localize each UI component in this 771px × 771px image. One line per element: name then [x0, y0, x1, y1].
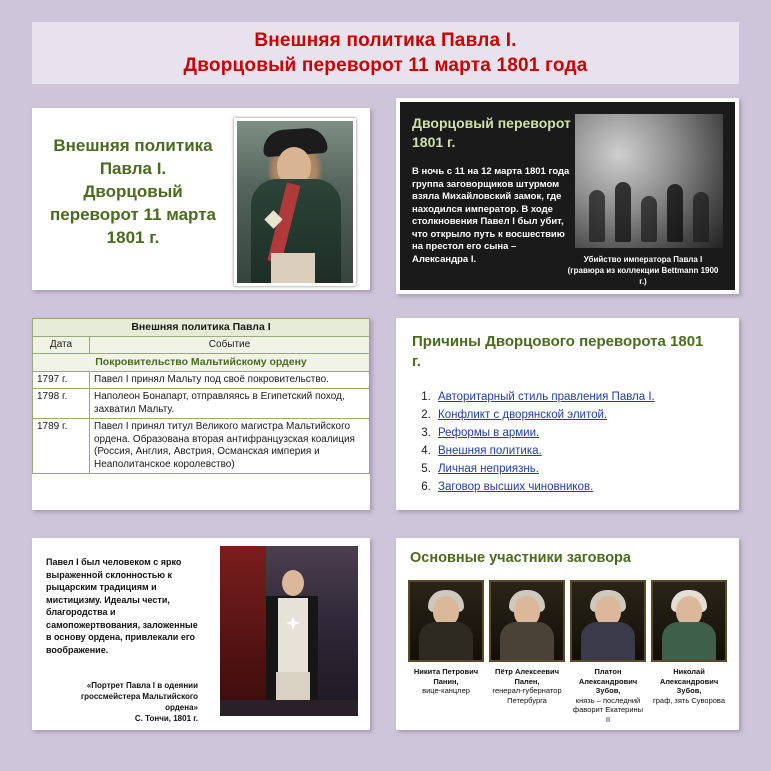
- foreign-policy-table: [32, 318, 370, 474]
- portrait-pavel-i-image: [234, 118, 356, 286]
- cell-date: 1789 г.: [33, 419, 90, 474]
- engraving-caption-line-2: (гравюра из коллекции Bettmann 1900 г.): [567, 266, 719, 286]
- floor-shape: [220, 700, 358, 716]
- torso-shape: [419, 622, 473, 660]
- list-item: [434, 460, 727, 478]
- cell-event: Павел I принял Мальту под своё покровительство.: [90, 371, 370, 389]
- head-shape: [282, 570, 304, 596]
- cell-event: Павел I принял титул Великого магистра Мальтийского ордена. Образована вторая антифранцузская коалиция (Россия, Англия, Австрия, Османская империя и Неаполитанское королевство): [90, 419, 370, 474]
- conspirator-card[interactable]: [651, 580, 727, 724]
- slide-causes[interactable]: [396, 318, 739, 510]
- conspirator-portrait: [570, 580, 646, 662]
- list-item: [434, 478, 727, 496]
- slide-conspirators-title: Основные участники заговора: [410, 550, 631, 566]
- cause-link[interactable]: Заговор высших чиновников.: [438, 481, 594, 493]
- slide-foreign-policy-table[interactable]: [32, 318, 370, 510]
- conspirator-portrait: [408, 580, 484, 662]
- cell-date: 1797 г.: [33, 371, 90, 389]
- table-row: [33, 419, 370, 474]
- table-title: Внешняя политика Павла I: [33, 319, 370, 337]
- conspirators-row: [408, 580, 727, 724]
- curtain-shape: [220, 546, 266, 716]
- cause-link[interactable]: Личная неприязнь.: [438, 463, 539, 475]
- column-header-date: Дата: [33, 336, 90, 354]
- table-header-row: [33, 336, 370, 354]
- grandmaster-caption-source: С. Тончи, 1801 г.: [134, 714, 198, 723]
- grandmaster-caption: [46, 680, 198, 724]
- grandmaster-caption-title: «Портрет Павла I в одеянии гроссмейстера Мальтийского ордена»: [80, 681, 198, 712]
- cover-title: Внешняя политика Павла I. Дворцовый переворот 11 марта 1801 г.: [49, 136, 216, 247]
- conspirator-role: вице-канцлер: [422, 686, 470, 695]
- torso-shape: [500, 622, 554, 660]
- page-title-banner: [32, 22, 739, 84]
- torso-shape: [581, 622, 635, 660]
- figure-shape: [641, 196, 657, 242]
- cause-link[interactable]: Конфликт с дворянской элитой.: [438, 409, 608, 421]
- conspirator-role: граф, зять Суворова: [653, 695, 725, 705]
- causes-list: [410, 388, 727, 496]
- table-row: [33, 389, 370, 419]
- figure-shape: [667, 184, 683, 242]
- slide-grandmaster-portrait[interactable]: [32, 538, 370, 730]
- conspirator-name: Платон Александрович Зубов,: [578, 667, 638, 695]
- slide-coup-body: В ночь с 11 на 12 марта 1801 года группа заговорщиков штурмом взяла Михайловский замок, где находился император. В ходе столкновения Павел I был убит, что открыло путь к восшествию на престол его сына – Александра I.: [412, 166, 570, 265]
- conspirator-card[interactable]: [489, 580, 565, 724]
- legs-shape: [271, 253, 315, 283]
- list-item: [434, 388, 727, 406]
- slide-causes-title: Причины Дворцового переворота 1801 г.: [412, 333, 704, 370]
- grandmaster-text: Павел I был человеком с ярко выраженной склонностью к рыцарским традициям и мистицизму. Идеалы чести, благородства и самопожертвования, заложенные в основу ордена, привлекали его воображение.: [46, 557, 198, 655]
- slide-coup-title: Дворцовый переворот 1801 г.: [412, 115, 571, 150]
- list-item: [434, 406, 727, 424]
- conspirator-card[interactable]: [408, 580, 484, 724]
- conspirator-name: Никита Петрович Панин,: [413, 667, 479, 686]
- figure-shape: [589, 190, 605, 242]
- conspirator-card[interactable]: [570, 580, 646, 724]
- list-item: [434, 442, 727, 460]
- cause-link[interactable]: Авторитарный стиль правления Павла I.: [438, 391, 655, 403]
- slide-coup[interactable]: [396, 98, 739, 294]
- table-section-row: [33, 354, 370, 372]
- slide-conspirators[interactable]: [396, 538, 739, 730]
- conspirator-role: князь – последний фаворит Екатерины II: [572, 695, 644, 724]
- page-title-line-1: Внешняя политика Павла I.: [254, 30, 517, 51]
- cell-event: Наполеон Бонапарт, отправляясь в Египетский поход, захватил Мальту.: [90, 389, 370, 419]
- torso-shape: [662, 622, 716, 660]
- conspirator-name: Николай Александрович Зубов,: [659, 667, 719, 695]
- slide-coup-inner: [400, 102, 735, 290]
- conspirator-portrait: [651, 580, 727, 662]
- engraving-caption: [563, 254, 723, 287]
- slide-cover[interactable]: [32, 108, 370, 290]
- portrait-grandmaster-image: [220, 546, 358, 716]
- table-title-row: [33, 319, 370, 337]
- conspirator-role: генерал-губернатор Петербурга: [492, 686, 562, 705]
- conspirator-portrait: [489, 580, 565, 662]
- figure-shape: [615, 182, 631, 242]
- figure-shape: [693, 192, 709, 242]
- table-section-title: Покровительство Мальтийскому ордену: [33, 354, 370, 372]
- cause-link[interactable]: Реформы в армии.: [438, 427, 540, 439]
- column-header-event: Событие: [90, 336, 370, 354]
- page-title-line-2: Дворцовый переворот 11 марта 1801 года: [183, 55, 588, 76]
- engraving-caption-line-1: Убийство императора Павла I: [583, 255, 703, 264]
- cause-link[interactable]: Внешняя политика.: [438, 445, 542, 457]
- engraving-image: [575, 114, 723, 248]
- conspirator-name: Пётр Алексеевич Пален,: [495, 667, 559, 686]
- table-row: [33, 371, 370, 389]
- cell-date: 1798 г.: [33, 389, 90, 419]
- list-item: [434, 424, 727, 442]
- tunic-shape: [278, 598, 308, 676]
